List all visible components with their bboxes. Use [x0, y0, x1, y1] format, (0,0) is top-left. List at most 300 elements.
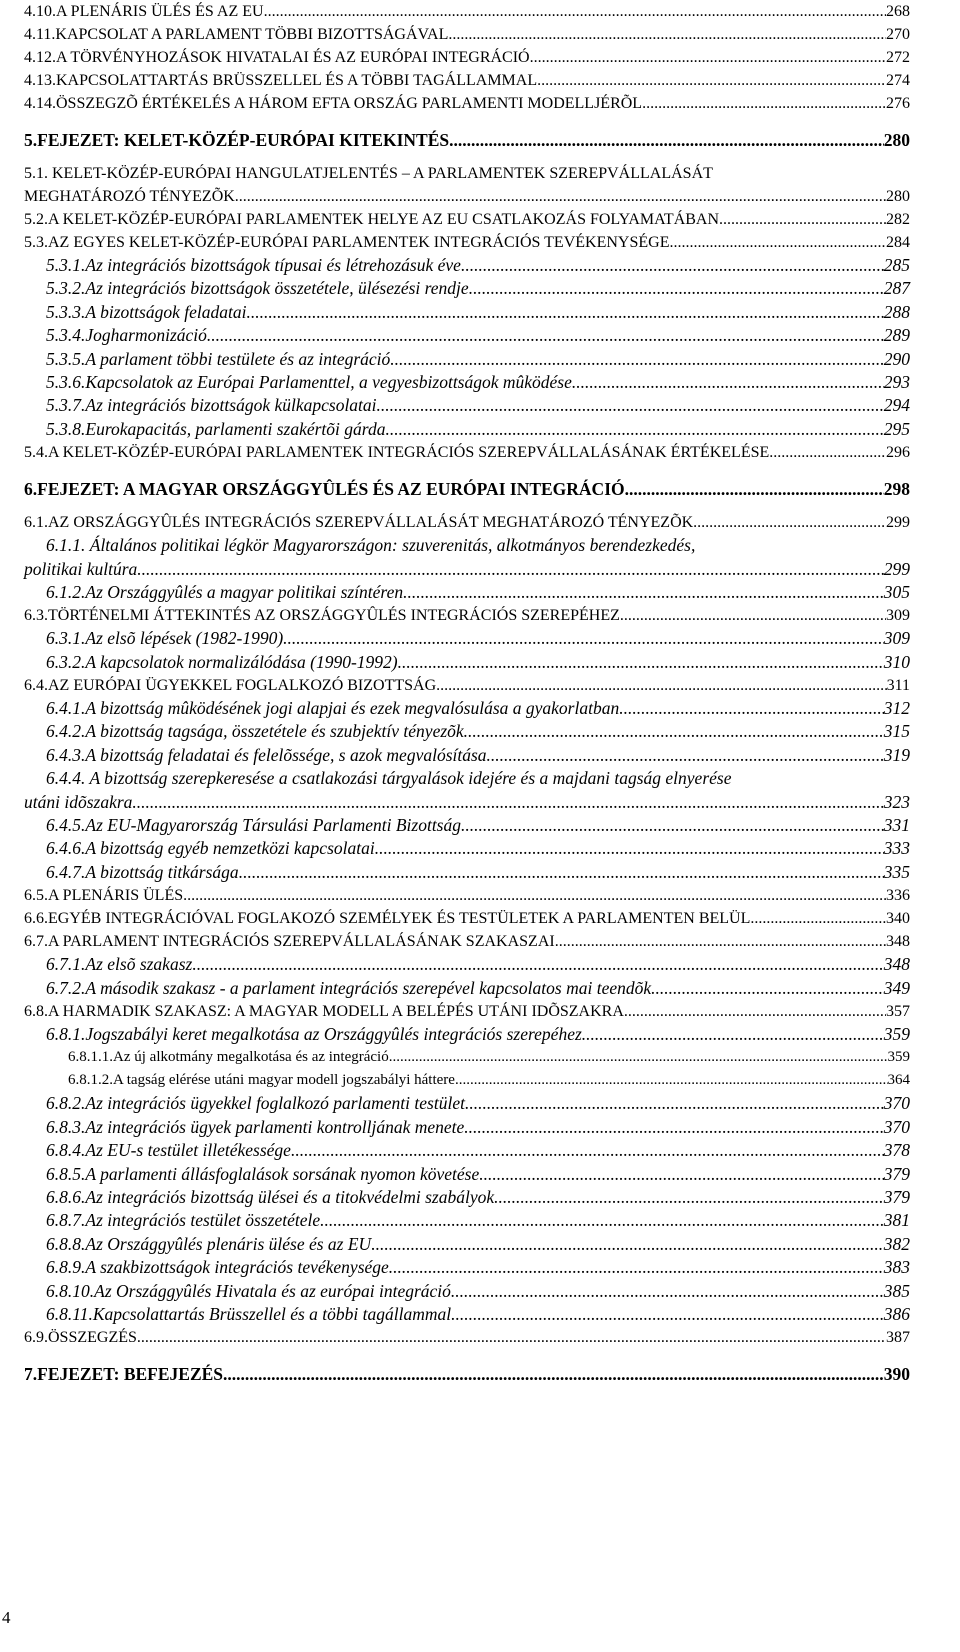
- toc-entry-page: 282: [886, 211, 910, 228]
- toc-entry-title: Az integrációs bizottságok külkapcsolatai: [85, 395, 377, 416]
- toc-entry-number: 5.3.5.: [46, 348, 86, 369]
- dot-leader: [537, 69, 886, 92]
- toc-entry-line: [24, 907, 910, 930]
- toc-entry[interactable]: [24, 1186, 910, 1209]
- toc-entry-page: 359: [883, 1024, 910, 1045]
- toc-entry-title: Az Országgyûlés a magyar politikai színtéren: [85, 581, 404, 602]
- toc-entry[interactable]: [24, 126, 910, 154]
- toc-entry-title: Az Országgyûlés plenáris ülése és az EU: [85, 1233, 372, 1254]
- dot-leader: [469, 277, 884, 300]
- toc-entry-page: 315: [883, 721, 910, 742]
- toc-entry-line: [46, 277, 910, 300]
- toc-entry-page: 310: [883, 651, 910, 672]
- toc-entry[interactable]: [24, 324, 910, 347]
- toc-entry-number: 6.4.: [24, 677, 48, 695]
- toc-entry-page: 270: [886, 26, 910, 43]
- toc-entry-number: 6.4.4.: [46, 768, 86, 789]
- toc-entry[interactable]: [24, 1326, 910, 1349]
- toc-entry[interactable]: [24, 208, 910, 231]
- toc-entry-second-line: [24, 558, 910, 581]
- toc-entry-number: 4.13.: [24, 72, 56, 89]
- toc-entry-page: 383: [883, 1257, 910, 1278]
- dot-leader: [479, 1163, 884, 1186]
- toc-entry-number: 7.: [24, 1364, 38, 1385]
- toc-entry[interactable]: [24, 371, 910, 394]
- dot-leader: [390, 348, 883, 371]
- toc-entry[interactable]: [24, 651, 910, 674]
- toc-entry-page: 309: [883, 628, 910, 649]
- toc-entry-title: AZ EURÓPAI ÜGYEKKEL FOGLALKOZÓ BIZOTTSÁG: [48, 677, 437, 695]
- toc-entry-line: [46, 953, 910, 976]
- toc-entry-line: [46, 861, 910, 884]
- toc-entry-title: A KELET-KÖZÉP-EURÓPAI PARLAMENTEK INTEGRÁCIÓS SZEREPVÁLLALÁSÁNAK ÉRTÉKELÉSE: [48, 444, 770, 462]
- toc-entry-number: 6.7.1.: [46, 954, 86, 975]
- toc-entry-line: [46, 581, 910, 604]
- toc-entry[interactable]: [24, 475, 910, 503]
- toc-entry-line: [46, 348, 910, 371]
- toc-entry-number: 6.4.3.: [46, 744, 86, 765]
- dot-leader: [693, 511, 886, 534]
- toc-entry-page: 274: [886, 72, 910, 89]
- toc-entry-page: 349: [883, 977, 910, 998]
- dot-leader: [207, 324, 884, 347]
- toc-entry-title: ÖSSZEGZÉS: [48, 1329, 137, 1347]
- toc-entry-page: 299: [886, 514, 910, 532]
- toc-entry-number: 4.12.: [24, 49, 56, 66]
- dot-leader: [403, 581, 884, 604]
- toc-entry-title: A bizottság szerepkeresése a csatlakozási tárgyalások idejére és a majdani tagság elnyerése: [89, 768, 732, 789]
- toc-entry[interactable]: [24, 92, 910, 115]
- dot-leader: [451, 1280, 884, 1303]
- dot-leader: [461, 254, 884, 277]
- toc-entry-title: A kapcsolatok normalizálódása (1990-1992): [85, 651, 398, 672]
- toc-entry-line: [46, 1303, 910, 1326]
- toc-entry[interactable]: [24, 977, 910, 1000]
- toc-entry-line: [46, 1186, 910, 1209]
- toc-entry-title-continued: politikai kultúra: [24, 558, 138, 579]
- dot-leader: [389, 1256, 884, 1279]
- dot-leader: [642, 92, 886, 115]
- toc-entry-page: 296: [886, 444, 910, 462]
- dot-leader: [132, 791, 883, 814]
- toc-entry-page: 268: [886, 3, 910, 20]
- toc-entry-number: 6.3.1.: [46, 628, 86, 649]
- dot-leader: [494, 1186, 884, 1209]
- toc-entry[interactable]: [24, 0, 910, 23]
- toc-entry-line: [24, 231, 910, 254]
- toc-entry-number: 6.4.2.: [46, 721, 86, 742]
- toc-entry-number: 5.3.: [24, 234, 48, 251]
- toc-entry-number: 5.3.8.: [46, 418, 86, 439]
- dot-leader: [555, 930, 886, 953]
- toc-entry-line: [68, 1069, 910, 1092]
- toc-entry-line: [46, 720, 910, 743]
- dot-leader: [264, 0, 886, 23]
- toc-entry-page: 390: [883, 1364, 910, 1385]
- toc-entry-number: 6.8.9.: [46, 1257, 86, 1278]
- toc-entry[interactable]: [24, 511, 910, 534]
- toc-entry-page: 359: [887, 1049, 910, 1066]
- dot-leader: [320, 1209, 884, 1232]
- toc-entry-title: Eurokapacitás, parlamenti szakértõi gárda: [85, 418, 386, 439]
- toc-entry-page: 364: [887, 1072, 910, 1089]
- toc-entry[interactable]: [24, 953, 910, 976]
- toc-entry[interactable]: [24, 46, 910, 69]
- toc-entry-line: [46, 1116, 910, 1139]
- toc-entry[interactable]: [24, 627, 910, 650]
- toc-entry-first-line: [46, 534, 910, 557]
- toc-entry-page: 298: [883, 479, 910, 500]
- toc-entry-number: 6.8.10.: [46, 1280, 95, 1301]
- dot-leader: [291, 1139, 884, 1162]
- dot-leader: [451, 1303, 884, 1326]
- toc-entry-page: 379: [883, 1163, 910, 1184]
- toc-entry-line: [46, 1280, 910, 1303]
- toc-entry-number: 5.2.: [24, 211, 48, 228]
- toc-entry[interactable]: [24, 884, 910, 907]
- toc-entry[interactable]: [24, 1023, 910, 1046]
- toc-entry-title: Az integrációs testület összetétele: [85, 1210, 321, 1231]
- toc-entry-page: 305: [883, 581, 910, 602]
- dot-leader: [619, 697, 884, 720]
- toc-entry[interactable]: [24, 814, 910, 837]
- toc-entry[interactable]: [24, 394, 910, 417]
- toc-entry-number: 5.1.: [24, 165, 48, 182]
- toc-entry-title: A parlamenti állásfoglalások sorsának nyomon követése: [85, 1163, 480, 1184]
- toc-entry-page: 348: [883, 954, 910, 975]
- toc-entry-number: 6.8.2.: [46, 1093, 86, 1114]
- toc-entry[interactable]: [24, 930, 910, 953]
- toc-entry-first-line: [46, 767, 910, 790]
- toc-entry[interactable]: [24, 1233, 910, 1256]
- toc-entry-number: 6.1.: [24, 514, 48, 532]
- toc-entry-title: TÖRTÉNELMI ÁTTEKINTÉS AZ ORSZÁGGYÛLÉS INTEGRÁCIÓS SZEREPÉHEZ: [48, 607, 620, 625]
- toc-entry-number: 5.4.: [24, 444, 48, 462]
- toc-entry[interactable]: [24, 277, 910, 300]
- toc-entry-line: [46, 371, 910, 394]
- toc-entry-title: A tagság elérése utáni magyar modell jogszabályi háttere: [113, 1072, 455, 1089]
- toc-entry-title: A parlament többi testülete és az integráció: [85, 348, 391, 369]
- toc-entry-page: 382: [883, 1233, 910, 1254]
- toc-entry-line: [24, 441, 910, 464]
- toc-entry[interactable]: [24, 1116, 910, 1139]
- toc-entry-page: 288: [883, 301, 910, 322]
- toc-entry-number: 6.7.2.: [46, 977, 86, 998]
- toc-entry-number: 4.11.: [24, 26, 56, 43]
- toc-entry-line: [24, 930, 910, 953]
- toc-entry-page: 336: [886, 887, 910, 905]
- toc-entry-line: [24, 604, 910, 627]
- toc-entry-page: 284: [886, 234, 910, 251]
- toc-entry[interactable]: [24, 767, 910, 814]
- toc-entry-page: 379: [883, 1186, 910, 1207]
- toc-entry[interactable]: [24, 254, 910, 277]
- toc-entry-second-line: [24, 185, 910, 208]
- toc-entry-title: A HARMADIK SZAKASZ: A MAGYAR MODELL A BELÉPÉS UTÁNI IDÕSZAKRA: [48, 1003, 624, 1021]
- toc-entry-line: [24, 23, 910, 46]
- toc-entry-title: A PARLAMENT INTEGRÁCIÓS SZEREPVÁLLALÁSÁNAK SZAKASZAI: [48, 933, 555, 951]
- toc-entry-page: 289: [883, 325, 910, 346]
- dot-leader: [461, 814, 884, 837]
- toc-entry-title-continued: utáni idõszakra: [24, 791, 133, 812]
- dot-leader: [719, 208, 886, 231]
- toc-entry-line: [24, 674, 910, 697]
- toc-entry-title: Az EU-s testület illetékessége: [85, 1140, 291, 1161]
- dot-leader: [183, 884, 886, 907]
- toc-entry-first-line: [24, 162, 910, 185]
- toc-entry-title: Jogszabályi keret megalkotása az Országgyûlés integrációs szerepéhez: [85, 1024, 582, 1045]
- toc-entry-page: 319: [883, 744, 910, 765]
- toc-entry-line: [24, 46, 910, 69]
- toc-entry-page: 323: [883, 791, 910, 812]
- toc-entry[interactable]: [24, 1092, 910, 1115]
- toc-entry-line: [24, 511, 910, 534]
- toc-entry-number: 6.1.1.: [46, 535, 86, 556]
- toc-entry-title: A bizottságok feladatai: [85, 301, 247, 322]
- toc-entry[interactable]: [24, 1139, 910, 1162]
- toc-entry[interactable]: [24, 231, 910, 254]
- toc-entry-title: Általános politikai légkör Magyarországon: szuverenitás, alkotmányos berendezkedés,: [89, 535, 696, 556]
- toc-entry-page: 386: [883, 1303, 910, 1324]
- toc-entry-title: A KELET-KÖZÉP-EURÓPAI PARLAMENTEK HELYE AZ EU CSATLAKOZÁS FOLYAMATÁBAN: [48, 211, 720, 228]
- dot-leader: [385, 418, 883, 441]
- dot-leader: [239, 861, 884, 884]
- dot-leader: [283, 627, 884, 650]
- toc-entry[interactable]: [24, 1209, 910, 1232]
- toc-entry-number: 6.3.: [24, 607, 48, 625]
- dot-leader: [389, 1046, 888, 1069]
- table-of-contents: [24, 0, 910, 1388]
- toc-entry-number: 6.4.1.: [46, 698, 86, 719]
- toc-entry-line: [46, 1139, 910, 1162]
- dot-leader: [625, 475, 884, 503]
- toc-entry-title: KELET-KÖZÉP-EURÓPAI HANGULATJELENTÉS – A PARLAMENTEK SZEREPVÁLLALÁSÁT: [52, 165, 713, 182]
- toc-entry-second-line: [24, 791, 910, 814]
- toc-entry-page: 287: [883, 278, 910, 299]
- toc-entry-line: [46, 1092, 910, 1115]
- toc-entry-line: [46, 301, 910, 324]
- dot-leader: [750, 907, 886, 930]
- toc-entry-line: [46, 1023, 910, 1046]
- toc-entry-number: 6.: [24, 479, 38, 500]
- toc-entry[interactable]: [24, 1360, 910, 1388]
- toc-entry-title: A szakbizottságok integrációs tevékenysége: [85, 1257, 389, 1278]
- toc-entry-title: FEJEZET: BEFEJEZÉS: [37, 1364, 224, 1385]
- toc-entry-line: [24, 126, 910, 154]
- dot-leader: [449, 126, 884, 154]
- toc-entry-page: 331: [883, 815, 910, 836]
- toc-entry-line: [46, 651, 910, 674]
- toc-entry[interactable]: [24, 1069, 910, 1092]
- toc-entry[interactable]: [24, 861, 910, 884]
- toc-entry-title: Az integrációs ügyek parlamenti kontrolljának menete: [85, 1116, 465, 1137]
- dot-leader: [530, 46, 886, 69]
- toc-entry-number: 6.8.11.: [46, 1303, 93, 1324]
- toc-entry[interactable]: [24, 1163, 910, 1186]
- toc-entry[interactable]: [24, 1256, 910, 1279]
- toc-entry-page: 293: [883, 371, 910, 392]
- dot-leader: [465, 1092, 884, 1115]
- toc-entry-page: 299: [883, 558, 910, 579]
- toc-entry-page: 272: [886, 49, 910, 66]
- toc-entry-title: Az integrációs bizottság ülései és a titokvédelmi szabályok: [85, 1186, 495, 1207]
- toc-entry[interactable]: [24, 581, 910, 604]
- toc-entry-page: 295: [883, 418, 910, 439]
- dot-leader: [436, 674, 886, 697]
- toc-entry-page: 333: [883, 838, 910, 859]
- toc-entry-line: [46, 394, 910, 417]
- toc-entry-title: Az integrációs bizottságok összetétele, ülésezési rendje: [85, 278, 469, 299]
- toc-entry-line: [46, 744, 910, 767]
- toc-entry[interactable]: [24, 1303, 910, 1326]
- toc-entry-page: 348: [886, 933, 910, 951]
- toc-entry-line: [24, 0, 910, 23]
- toc-entry-line: [24, 1326, 910, 1349]
- toc-entry-line: [24, 475, 910, 503]
- toc-entry-page: 290: [883, 348, 910, 369]
- toc-entry-number: 5.3.3.: [46, 301, 86, 322]
- toc-entry-title: Az új alkotmány megalkotása és az integráció: [113, 1049, 389, 1066]
- toc-entry-title: Az Országgyûlés Hivatala és az európai integráció: [94, 1280, 451, 1301]
- toc-entry-page: 335: [883, 861, 910, 882]
- toc-entry-line: [46, 697, 910, 720]
- toc-entry[interactable]: [24, 697, 910, 720]
- toc-entry-number: 5.3.7.: [46, 395, 86, 416]
- toc-entry-number: 6.8.5.: [46, 1163, 86, 1184]
- toc-entry-title: A PLENÁRIS ÜLÉS ÉS AZ EU: [56, 3, 264, 20]
- toc-entry-title: KAPCSOLAT A PARLAMENT TÖBBI BIZOTTSÁGÁVAL: [55, 26, 449, 43]
- toc-entry-title: Kapcsolattartás Brüsszellel és a többi tagállammal: [92, 1303, 452, 1324]
- dot-leader: [235, 185, 886, 208]
- toc-entry-number: 4.14.: [24, 95, 56, 112]
- toc-entry-title: Az elsõ szakasz: [85, 954, 193, 975]
- toc-entry-page: 370: [883, 1093, 910, 1114]
- dot-leader: [572, 371, 884, 394]
- toc-entry[interactable]: [24, 720, 910, 743]
- toc-entry[interactable]: [24, 1280, 910, 1303]
- toc-entry[interactable]: [24, 348, 910, 371]
- toc-entry[interactable]: [24, 837, 910, 860]
- toc-entry-page: 276: [886, 95, 910, 112]
- toc-entry[interactable]: [24, 744, 910, 767]
- toc-entry-number: 6.1.2.: [46, 581, 86, 602]
- toc-entry-line: [46, 418, 910, 441]
- toc-entry-title-continued: MEGHATÁROZÓ TÉNYEZÕK: [24, 188, 235, 205]
- dot-leader: [223, 1360, 884, 1388]
- toc-entry[interactable]: [24, 1046, 910, 1069]
- toc-entry-line: [24, 1000, 910, 1023]
- toc-entry-number: 6.5.: [24, 887, 48, 905]
- toc-entry-number: 5.3.6.: [46, 371, 86, 392]
- toc-entry-title: AZ ORSZÁGGYÛLÉS INTEGRÁCIÓS SZEREPVÁLLALÁSÁT MEGHATÁROZÓ TÉNYEZÕK: [48, 514, 694, 532]
- toc-entry-number: 6.8.6.: [46, 1186, 86, 1207]
- dot-leader: [624, 1000, 886, 1023]
- dot-leader: [669, 231, 886, 254]
- toc-entry[interactable]: [24, 162, 910, 208]
- toc-entry-number: 6.4.5.: [46, 815, 86, 836]
- toc-entry-number: 6.8.3.: [46, 1116, 86, 1137]
- toc-entry-line: [68, 1046, 910, 1069]
- dot-leader: [464, 720, 884, 743]
- toc-entry-line: [46, 1209, 910, 1232]
- toc-entry-line: [46, 1163, 910, 1186]
- toc-entry-title: Az integrációs ügyekkel foglalkozó parlamenti testület: [85, 1093, 465, 1114]
- dot-leader: [769, 441, 886, 464]
- toc-entry[interactable]: [24, 534, 910, 581]
- toc-entry-title: Kapcsolatok az Európai Parlamenttel, a vegyesbizottságok mûködése: [85, 371, 572, 392]
- toc-entry-line: [46, 1256, 910, 1279]
- toc-entry-page: 285: [883, 255, 910, 275]
- toc-entry-page: 378: [883, 1140, 910, 1161]
- toc-entry-line: [46, 837, 910, 860]
- toc-entry-title: A második szakasz - a parlament integrációs szerepével kapcsolatos mai teendõk: [85, 977, 652, 998]
- dot-leader: [398, 651, 884, 674]
- toc-entry[interactable]: [24, 907, 910, 930]
- toc-entry-number: 6.7.: [24, 933, 48, 951]
- toc-entry-page: 387: [886, 1329, 910, 1347]
- toc-entry[interactable]: [24, 674, 910, 697]
- toc-entry[interactable]: [24, 441, 910, 464]
- toc-entry-title: FEJEZET: KELET-KÖZÉP-EURÓPAI KITEKINTÉS: [37, 130, 450, 150]
- toc-entry-line: [24, 69, 910, 92]
- toc-entry-number: 6.8.8.: [46, 1233, 86, 1254]
- toc-entry-number: 4.10.: [24, 3, 56, 20]
- toc-entry[interactable]: [24, 23, 910, 46]
- dot-leader: [375, 837, 884, 860]
- toc-entry-title: A bizottság egyéb nemzetközi kapcsolatai: [85, 838, 375, 859]
- toc-entry-number: 6.9.: [24, 1329, 48, 1347]
- toc-entry-number: 6.8.1.1.: [68, 1049, 113, 1066]
- toc-entry-number: 5.3.4.: [46, 325, 86, 346]
- toc-entry-title: Jogharmonizáció: [85, 325, 207, 346]
- page-number: 4: [2, 1608, 11, 1627]
- toc-entry-page: 294: [883, 395, 910, 416]
- dot-leader: [448, 23, 886, 46]
- toc-entry-number: 6.3.2.: [46, 651, 86, 672]
- toc-entry-number: 5.3.1.: [46, 255, 86, 275]
- dot-leader: [464, 1116, 883, 1139]
- toc-entry-title: Az elsõ lépések (1982-1990): [85, 628, 284, 649]
- toc-entry-line: [46, 324, 910, 347]
- toc-entry-title: A bizottság tagsága, összetétele és szubjektív tényezõk: [85, 721, 464, 742]
- toc-entry[interactable]: [24, 1000, 910, 1023]
- dot-leader: [377, 394, 884, 417]
- toc-entry-page: 311: [886, 677, 910, 695]
- toc-entry-page: 370: [883, 1116, 910, 1137]
- toc-entry-line: [46, 254, 910, 277]
- toc-entry[interactable]: [24, 604, 910, 627]
- toc-entry-line: [46, 1233, 910, 1256]
- toc-entry-title: A PLENÁRIS ÜLÉS: [48, 887, 184, 905]
- toc-entry-title: A TÖRVÉNYHOZÁSOK HIVATALAI ÉS AZ EURÓPAI INTEGRÁCIÓ: [56, 49, 530, 66]
- toc-entry-number: 6.8.4.: [46, 1140, 86, 1161]
- toc-entry-page: 340: [886, 910, 910, 928]
- toc-entry[interactable]: [24, 301, 910, 324]
- toc-entry-title: EGYÉB INTEGRÁCIÓVAL FOGLAKOZÓ SZEMÉLYEK ÉS TESTÜLETEK A PARLAMENTEN BELÜL: [48, 910, 751, 928]
- toc-entry-number: 6.4.6.: [46, 838, 86, 859]
- toc-entry-line: [24, 92, 910, 115]
- toc-entry-number: 6.8.7.: [46, 1210, 86, 1231]
- toc-entry-page: 309: [886, 607, 910, 625]
- toc-entry-page: 385: [883, 1280, 910, 1301]
- toc-entry-page: 280: [883, 130, 910, 150]
- toc-entry-line: [46, 814, 910, 837]
- toc-entry[interactable]: [24, 418, 910, 441]
- dot-leader: [246, 301, 883, 324]
- toc-entry-line: [24, 1360, 910, 1388]
- dot-leader: [582, 1023, 884, 1046]
- toc-entry[interactable]: [24, 69, 910, 92]
